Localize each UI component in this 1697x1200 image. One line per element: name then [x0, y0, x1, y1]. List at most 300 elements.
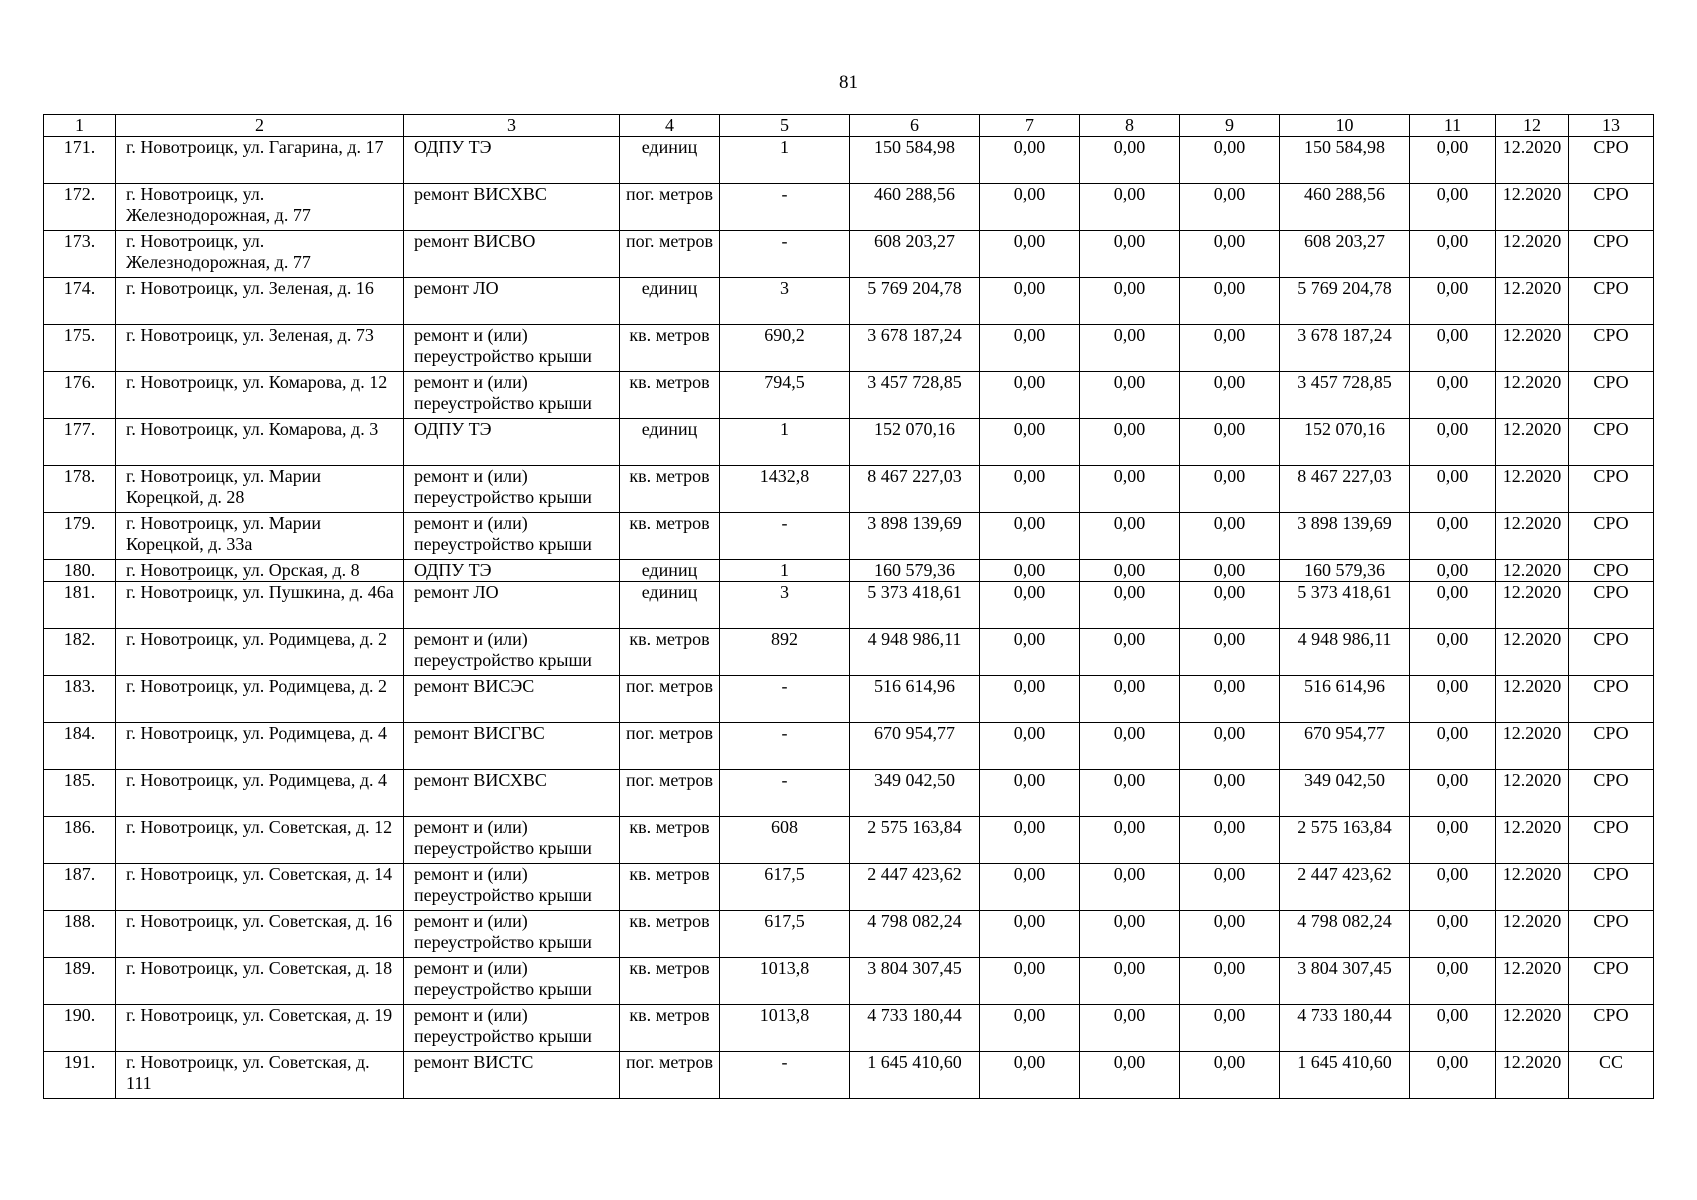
header-cell-6: 6 [850, 115, 980, 137]
cell-method: СРО [1569, 723, 1654, 770]
cell-work-type: ремонт и (или) переустройство крыши [404, 817, 620, 864]
cell-method: СРО [1569, 372, 1654, 419]
cell-method: СРО [1569, 629, 1654, 676]
cell-method: СРО [1569, 278, 1654, 325]
cell-volume: - [720, 184, 850, 231]
cell-number: 186. [44, 817, 116, 864]
cell-method: СРО [1569, 184, 1654, 231]
cell-total-cost: 4 948 986,11 [850, 629, 980, 676]
cell-unit: кв. метров [620, 958, 720, 1005]
cell-number: 190. [44, 1005, 116, 1052]
cell-number: 183. [44, 676, 116, 723]
cell-total-cost: 5 373 418,61 [850, 582, 980, 629]
cell-total-cost: 4 733 180,44 [850, 1005, 980, 1052]
cell-work-type: ремонт ЛО [404, 278, 620, 325]
cell-col9: 0,00 [1180, 466, 1280, 513]
cell-col9: 0,00 [1180, 184, 1280, 231]
cell-method: СРО [1569, 419, 1654, 466]
cell-total-cost: 3 457 728,85 [850, 372, 980, 419]
cell-volume: 608 [720, 817, 850, 864]
cell-fund-cost: 4 798 082,24 [1280, 911, 1410, 958]
table-row [44, 1005, 1654, 1052]
cell-address: г. Новотроицк, ул. Железнодорожная, д. 77 [116, 231, 404, 278]
cell-work-type: ремонт и (или) переустройство крыши [404, 958, 620, 1005]
cell-col9: 0,00 [1180, 513, 1280, 560]
cell-method: СРО [1569, 1005, 1654, 1052]
cell-col8: 0,00 [1080, 1005, 1180, 1052]
cell-total-cost: 5 769 204,78 [850, 278, 980, 325]
cell-col7: 0,00 [980, 513, 1080, 560]
cell-fund-cost: 516 614,96 [1280, 676, 1410, 723]
cell-unit: пог. метров [620, 676, 720, 723]
cell-address: г. Новотроицк, ул. Родимцева, д. 4 [116, 723, 404, 770]
cell-col7: 0,00 [980, 466, 1080, 513]
cell-col11: 0,00 [1410, 629, 1496, 676]
cell-col7: 0,00 [980, 231, 1080, 278]
cell-address: г. Новотроицк, ул. Пушкина, д. 46а [116, 582, 404, 629]
cell-col8: 0,00 [1080, 184, 1180, 231]
cell-unit: кв. метров [620, 911, 720, 958]
cell-total-cost: 1 645 410,60 [850, 1052, 980, 1099]
cell-number: 180. [44, 560, 116, 582]
cell-fund-cost: 5 373 418,61 [1280, 582, 1410, 629]
cell-number: 181. [44, 582, 116, 629]
table-row [44, 958, 1654, 1005]
cell-address: г. Новотроицк, ул. Зеленая, д. 73 [116, 325, 404, 372]
table-row [44, 231, 1654, 278]
cell-col11: 0,00 [1410, 958, 1496, 1005]
cell-col8: 0,00 [1080, 325, 1180, 372]
cell-col7: 0,00 [980, 325, 1080, 372]
cell-unit: кв. метров [620, 817, 720, 864]
cell-col9: 0,00 [1180, 1005, 1280, 1052]
cell-address: г. Новотроицк, ул. Комарова, д. 3 [116, 419, 404, 466]
cell-unit: пог. метров [620, 723, 720, 770]
cell-deadline: 12.2020 [1496, 817, 1569, 864]
cell-work-type: ремонт ВИСХВС [404, 184, 620, 231]
cell-deadline: 12.2020 [1496, 629, 1569, 676]
cell-col9: 0,00 [1180, 629, 1280, 676]
cell-col9: 0,00 [1180, 911, 1280, 958]
cell-address: г. Новотроицк, ул. Комарова, д. 12 [116, 372, 404, 419]
cell-col7: 0,00 [980, 864, 1080, 911]
cell-unit: единиц [620, 560, 720, 582]
cell-col9: 0,00 [1180, 958, 1280, 1005]
cell-method: СРО [1569, 582, 1654, 629]
cell-unit: кв. метров [620, 372, 720, 419]
cell-col9: 0,00 [1180, 560, 1280, 582]
table-body [44, 115, 1654, 1099]
cell-unit: пог. метров [620, 770, 720, 817]
cell-work-type: ремонт ВИСТС [404, 1052, 620, 1099]
cell-total-cost: 349 042,50 [850, 770, 980, 817]
cell-deadline: 12.2020 [1496, 466, 1569, 513]
cell-fund-cost: 3 898 139,69 [1280, 513, 1410, 560]
cell-work-type: ремонт и (или) переустройство крыши [404, 911, 620, 958]
cell-col9: 0,00 [1180, 723, 1280, 770]
cell-fund-cost: 670 954,77 [1280, 723, 1410, 770]
cell-deadline: 12.2020 [1496, 723, 1569, 770]
cell-col11: 0,00 [1410, 137, 1496, 184]
cell-col8: 0,00 [1080, 231, 1180, 278]
table-row [44, 770, 1654, 817]
cell-unit: единиц [620, 137, 720, 184]
cell-col9: 0,00 [1180, 278, 1280, 325]
cell-col11: 0,00 [1410, 582, 1496, 629]
header-cell-2: 2 [116, 115, 404, 137]
cell-fund-cost: 1 645 410,60 [1280, 1052, 1410, 1099]
cell-method: СРО [1569, 325, 1654, 372]
cell-col8: 0,00 [1080, 958, 1180, 1005]
cell-deadline: 12.2020 [1496, 676, 1569, 723]
cell-number: 172. [44, 184, 116, 231]
cell-deadline: 12.2020 [1496, 770, 1569, 817]
cell-col7: 0,00 [980, 676, 1080, 723]
cell-unit: единиц [620, 582, 720, 629]
cell-total-cost: 516 614,96 [850, 676, 980, 723]
cell-fund-cost: 608 203,27 [1280, 231, 1410, 278]
cell-fund-cost: 8 467 227,03 [1280, 466, 1410, 513]
cell-address: г. Новотроицк, ул. Железнодорожная, д. 77 [116, 184, 404, 231]
table-row [44, 278, 1654, 325]
cell-col8: 0,00 [1080, 372, 1180, 419]
cell-volume: 617,5 [720, 911, 850, 958]
cell-fund-cost: 3 678 187,24 [1280, 325, 1410, 372]
cell-col7: 0,00 [980, 958, 1080, 1005]
cell-volume: - [720, 1052, 850, 1099]
cell-method: СРО [1569, 231, 1654, 278]
cell-col7: 0,00 [980, 817, 1080, 864]
cell-total-cost: 4 798 082,24 [850, 911, 980, 958]
table-row [44, 419, 1654, 466]
cell-unit: кв. метров [620, 325, 720, 372]
cell-deadline: 12.2020 [1496, 231, 1569, 278]
cell-work-type: ремонт ВИСГВС [404, 723, 620, 770]
table-row [44, 1052, 1654, 1099]
cell-col8: 0,00 [1080, 817, 1180, 864]
cell-method: СРО [1569, 864, 1654, 911]
cell-volume: 3 [720, 582, 850, 629]
cell-volume: 3 [720, 278, 850, 325]
cell-address: г. Новотроицк, ул. Родимцева, д. 2 [116, 629, 404, 676]
cell-work-type: ремонт ВИСЭС [404, 676, 620, 723]
cell-col7: 0,00 [980, 629, 1080, 676]
cell-col11: 0,00 [1410, 817, 1496, 864]
cell-unit: кв. метров [620, 864, 720, 911]
cell-unit: пог. метров [620, 231, 720, 278]
cell-fund-cost: 349 042,50 [1280, 770, 1410, 817]
cell-col7: 0,00 [980, 278, 1080, 325]
cell-work-type: ОДПУ ТЭ [404, 137, 620, 184]
cell-deadline: 12.2020 [1496, 1005, 1569, 1052]
works-table [43, 114, 1654, 1099]
header-cell-7: 7 [980, 115, 1080, 137]
cell-deadline: 12.2020 [1496, 560, 1569, 582]
cell-number: 182. [44, 629, 116, 676]
cell-deadline: 12.2020 [1496, 864, 1569, 911]
cell-col11: 0,00 [1410, 723, 1496, 770]
cell-volume: 1432,8 [720, 466, 850, 513]
cell-fund-cost: 460 288,56 [1280, 184, 1410, 231]
cell-col7: 0,00 [980, 184, 1080, 231]
cell-number: 185. [44, 770, 116, 817]
table-row [44, 582, 1654, 629]
cell-col11: 0,00 [1410, 1052, 1496, 1099]
cell-address: г. Новотроицк, ул. Советская, д. 111 [116, 1052, 404, 1099]
cell-work-type: ремонт и (или) переустройство крыши [404, 325, 620, 372]
cell-address: г. Новотроицк, ул. Советская, д. 19 [116, 1005, 404, 1052]
cell-col9: 0,00 [1180, 231, 1280, 278]
cell-work-type: ОДПУ ТЭ [404, 560, 620, 582]
cell-address: г. Новотроицк, ул. Марии Корецкой, д. 28 [116, 466, 404, 513]
cell-method: СС [1569, 1052, 1654, 1099]
cell-total-cost: 160 579,36 [850, 560, 980, 582]
header-cell-5: 5 [720, 115, 850, 137]
cell-col7: 0,00 [980, 137, 1080, 184]
cell-number: 173. [44, 231, 116, 278]
cell-col11: 0,00 [1410, 1005, 1496, 1052]
cell-total-cost: 2 447 423,62 [850, 864, 980, 911]
cell-work-type: ремонт ВИСВО [404, 231, 620, 278]
cell-address: г. Новотроицк, ул. Родимцева, д. 2 [116, 676, 404, 723]
header-cell-4: 4 [620, 115, 720, 137]
cell-number: 175. [44, 325, 116, 372]
cell-col11: 0,00 [1410, 184, 1496, 231]
cell-total-cost: 3 804 307,45 [850, 958, 980, 1005]
cell-total-cost: 460 288,56 [850, 184, 980, 231]
cell-number: 171. [44, 137, 116, 184]
cell-volume: 1 [720, 137, 850, 184]
cell-number: 176. [44, 372, 116, 419]
cell-volume: - [720, 231, 850, 278]
cell-method: СРО [1569, 137, 1654, 184]
cell-col7: 0,00 [980, 723, 1080, 770]
cell-fund-cost: 2 575 163,84 [1280, 817, 1410, 864]
cell-work-type: ремонт и (или) переустройство крыши [404, 466, 620, 513]
cell-volume: - [720, 770, 850, 817]
cell-col9: 0,00 [1180, 817, 1280, 864]
cell-number: 177. [44, 419, 116, 466]
header-cell-9: 9 [1180, 115, 1280, 137]
cell-col8: 0,00 [1080, 582, 1180, 629]
cell-method: СРО [1569, 911, 1654, 958]
cell-volume: 892 [720, 629, 850, 676]
cell-col8: 0,00 [1080, 864, 1180, 911]
cell-col9: 0,00 [1180, 582, 1280, 629]
cell-col11: 0,00 [1410, 864, 1496, 911]
cell-col11: 0,00 [1410, 676, 1496, 723]
cell-number: 189. [44, 958, 116, 1005]
cell-col11: 0,00 [1410, 911, 1496, 958]
header-cell-13: 13 [1569, 115, 1654, 137]
cell-method: СРО [1569, 817, 1654, 864]
cell-unit: пог. метров [620, 184, 720, 231]
cell-work-type: ремонт ВИСХВС [404, 770, 620, 817]
cell-deadline: 12.2020 [1496, 419, 1569, 466]
cell-col8: 0,00 [1080, 911, 1180, 958]
table-row [44, 864, 1654, 911]
cell-col7: 0,00 [980, 560, 1080, 582]
cell-deadline: 12.2020 [1496, 184, 1569, 231]
table-row [44, 137, 1654, 184]
cell-work-type: ремонт и (или) переустройство крыши [404, 1005, 620, 1052]
table-row [44, 513, 1654, 560]
cell-total-cost: 2 575 163,84 [850, 817, 980, 864]
cell-address: г. Новотроицк, ул. Гагарина, д. 17 [116, 137, 404, 184]
cell-deadline: 12.2020 [1496, 278, 1569, 325]
cell-col11: 0,00 [1410, 231, 1496, 278]
table-row [44, 629, 1654, 676]
cell-col11: 0,00 [1410, 278, 1496, 325]
cell-method: СРО [1569, 958, 1654, 1005]
cell-col7: 0,00 [980, 372, 1080, 419]
cell-fund-cost: 3 457 728,85 [1280, 372, 1410, 419]
cell-col8: 0,00 [1080, 723, 1180, 770]
cell-address: г. Новотроицк, ул. Советская, д. 18 [116, 958, 404, 1005]
cell-col8: 0,00 [1080, 770, 1180, 817]
cell-volume: - [720, 513, 850, 560]
cell-col7: 0,00 [980, 770, 1080, 817]
cell-volume: 1013,8 [720, 1005, 850, 1052]
header-row [44, 115, 1654, 137]
header-cell-12: 12 [1496, 115, 1569, 137]
cell-method: СРО [1569, 560, 1654, 582]
cell-volume: - [720, 676, 850, 723]
cell-method: СРО [1569, 513, 1654, 560]
cell-fund-cost: 152 070,16 [1280, 419, 1410, 466]
cell-address: г. Новотроицк, ул. Орская, д. 8 [116, 560, 404, 582]
cell-col7: 0,00 [980, 419, 1080, 466]
cell-unit: кв. метров [620, 513, 720, 560]
cell-deadline: 12.2020 [1496, 911, 1569, 958]
cell-col11: 0,00 [1410, 325, 1496, 372]
cell-unit: пог. метров [620, 1052, 720, 1099]
cell-col11: 0,00 [1410, 419, 1496, 466]
cell-fund-cost: 4 733 180,44 [1280, 1005, 1410, 1052]
cell-total-cost: 608 203,27 [850, 231, 980, 278]
header-cell-10: 10 [1280, 115, 1410, 137]
cell-unit: кв. метров [620, 629, 720, 676]
cell-method: СРО [1569, 770, 1654, 817]
cell-address: г. Новотроицк, ул. Советская, д. 14 [116, 864, 404, 911]
cell-unit: кв. метров [620, 466, 720, 513]
cell-deadline: 12.2020 [1496, 325, 1569, 372]
cell-total-cost: 152 070,16 [850, 419, 980, 466]
cell-deadline: 12.2020 [1496, 582, 1569, 629]
cell-fund-cost: 150 584,98 [1280, 137, 1410, 184]
cell-total-cost: 150 584,98 [850, 137, 980, 184]
cell-col8: 0,00 [1080, 513, 1180, 560]
cell-fund-cost: 5 769 204,78 [1280, 278, 1410, 325]
cell-total-cost: 3 678 187,24 [850, 325, 980, 372]
cell-fund-cost: 3 804 307,45 [1280, 958, 1410, 1005]
cell-unit: кв. метров [620, 1005, 720, 1052]
cell-work-type: ремонт и (или) переустройство крыши [404, 372, 620, 419]
cell-col8: 0,00 [1080, 137, 1180, 184]
header-cell-11: 11 [1410, 115, 1496, 137]
cell-number: 188. [44, 911, 116, 958]
table-row [44, 817, 1654, 864]
cell-col7: 0,00 [980, 1005, 1080, 1052]
cell-number: 191. [44, 1052, 116, 1099]
cell-col11: 0,00 [1410, 372, 1496, 419]
cell-total-cost: 8 467 227,03 [850, 466, 980, 513]
cell-volume: - [720, 723, 850, 770]
cell-col7: 0,00 [980, 1052, 1080, 1099]
cell-col11: 0,00 [1410, 560, 1496, 582]
header-cell-8: 8 [1080, 115, 1180, 137]
cell-total-cost: 670 954,77 [850, 723, 980, 770]
table-row [44, 372, 1654, 419]
cell-col9: 0,00 [1180, 1052, 1280, 1099]
cell-address: г. Новотроицк, ул. Зеленая, д. 16 [116, 278, 404, 325]
cell-fund-cost: 4 948 986,11 [1280, 629, 1410, 676]
cell-work-type: ремонт и (или) переустройство крыши [404, 864, 620, 911]
cell-fund-cost: 2 447 423,62 [1280, 864, 1410, 911]
cell-col8: 0,00 [1080, 676, 1180, 723]
cell-fund-cost: 160 579,36 [1280, 560, 1410, 582]
header-cell-3: 3 [404, 115, 620, 137]
cell-address: г. Новотроицк, ул. Марии Корецкой, д. 33а [116, 513, 404, 560]
cell-col7: 0,00 [980, 582, 1080, 629]
cell-col8: 0,00 [1080, 629, 1180, 676]
cell-col11: 0,00 [1410, 770, 1496, 817]
cell-total-cost: 3 898 139,69 [850, 513, 980, 560]
table-row [44, 676, 1654, 723]
cell-number: 184. [44, 723, 116, 770]
cell-number: 187. [44, 864, 116, 911]
cell-col8: 0,00 [1080, 1052, 1180, 1099]
cell-col11: 0,00 [1410, 466, 1496, 513]
cell-col9: 0,00 [1180, 676, 1280, 723]
cell-deadline: 12.2020 [1496, 1052, 1569, 1099]
cell-method: СРО [1569, 466, 1654, 513]
cell-work-type: ремонт и (или) переустройство крыши [404, 513, 620, 560]
cell-deadline: 12.2020 [1496, 513, 1569, 560]
cell-number: 174. [44, 278, 116, 325]
cell-deadline: 12.2020 [1496, 958, 1569, 1005]
table-row [44, 723, 1654, 770]
cell-work-type: ремонт ЛО [404, 582, 620, 629]
cell-unit: единиц [620, 278, 720, 325]
cell-work-type: ОДПУ ТЭ [404, 419, 620, 466]
cell-volume: 1 [720, 419, 850, 466]
table-row [44, 911, 1654, 958]
cell-col9: 0,00 [1180, 864, 1280, 911]
table-row [44, 325, 1654, 372]
cell-col7: 0,00 [980, 911, 1080, 958]
cell-deadline: 12.2020 [1496, 372, 1569, 419]
cell-col9: 0,00 [1180, 770, 1280, 817]
cell-address: г. Новотроицк, ул. Советская, д. 12 [116, 817, 404, 864]
cell-address: г. Новотроицк, ул. Советская, д. 16 [116, 911, 404, 958]
table-row [44, 184, 1654, 231]
cell-volume: 617,5 [720, 864, 850, 911]
header-cell-1: 1 [44, 115, 116, 137]
table-row [44, 560, 1654, 582]
cell-col9: 0,00 [1180, 137, 1280, 184]
cell-method: СРО [1569, 676, 1654, 723]
cell-unit: единиц [620, 419, 720, 466]
cell-number: 179. [44, 513, 116, 560]
page-number: 81 [839, 72, 858, 93]
cell-volume: 690,2 [720, 325, 850, 372]
cell-col8: 0,00 [1080, 560, 1180, 582]
cell-col11: 0,00 [1410, 513, 1496, 560]
cell-volume: 1 [720, 560, 850, 582]
cell-volume: 794,5 [720, 372, 850, 419]
cell-col8: 0,00 [1080, 466, 1180, 513]
